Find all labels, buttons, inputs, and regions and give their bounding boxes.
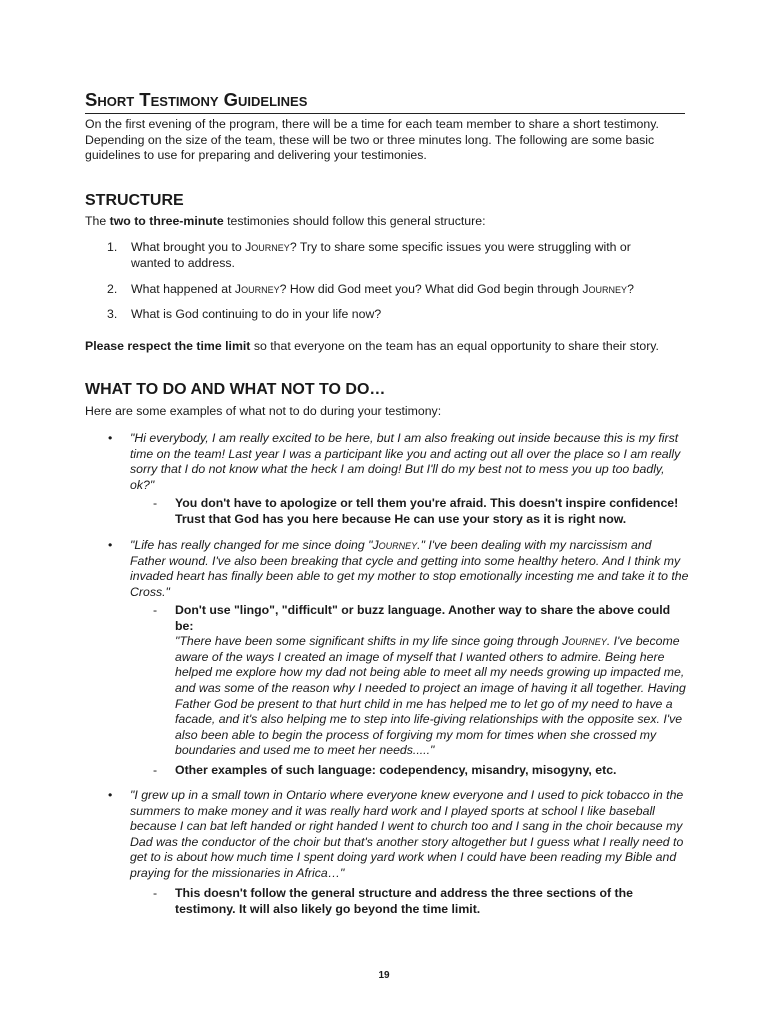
- structure-heading: STRUCTURE: [85, 192, 184, 209]
- item-number: 2.: [107, 282, 118, 296]
- item-text-part: What happened at: [131, 282, 235, 296]
- example-quote: "I grew up in a small town in Ontario where everyone knew everyone and I used to pick tobacco in the summers to make money and it was really hard work and I played sports at school I like baseball because I can bat left handed or right handed I went to church too and I sang in the choir because my Dad was the conductor of the choir but that's another story altogether but I guess what I really need to get to is about how much time I spent doing yard work when I could have been reading my Bible and praying for the missionaries in Africa…": [130, 788, 684, 880]
- structure-lead: [85, 214, 685, 230]
- time-limit-text: so that everyone on the team has an equal opportunity to share their story.: [250, 339, 659, 353]
- example-quote: [130, 538, 690, 600]
- page-number: 19: [378, 970, 390, 981]
- structure-lead-text-end: testimonies should follow this general structure:: [223, 214, 486, 228]
- dash-icon: -: [153, 603, 158, 617]
- journey-smallcaps: Journey: [234, 282, 280, 296]
- item-text: What is God continuing to do in your life now?: [131, 307, 382, 321]
- quote-part: "There have been some significant shifts in my life since going through: [175, 634, 563, 649]
- quote-part: ." I've been dealing with my narcissism and Father wound. I've also been breaking that cycle and getting into some healthy hetero. And I think my invaded heart has finally been able to get my mother to stop emotionally incesting me and take it to the Cross.": [130, 538, 689, 599]
- bullet-icon: •: [108, 431, 113, 445]
- structure-lead-emphasis: two to three-minute: [109, 214, 224, 228]
- page-title: Short Testimony Guidelines: [85, 89, 308, 110]
- item-number: 3.: [107, 307, 118, 321]
- quote-part: "Life has really changed for me since doing ": [130, 538, 373, 552]
- what-to-do-heading: WHAT TO DO AND WHAT NOT TO DO…: [85, 381, 386, 398]
- bullet-icon: •: [108, 538, 113, 552]
- time-limit-note: [85, 339, 685, 355]
- item-text: [131, 282, 671, 298]
- quote-part: . I've become aware of the ways I created an image of myself that I wanted others to admire. Being here helped me explore how my dad not being able to meet all my needs growing up impacted me, and was some of the reason why I needed to project an image of having it all together. Having Father God be present to that hurt child in me has helped me to let go of my need to have a facade, and it's also helping me to step into life-giving relationships with the opposite sex. I've also been able to begin the process of forgiving my mom for times when she crossed my boundaries and used me to meet her needs.....": [175, 634, 686, 758]
- note-text: Don't use "lingo", "difficult" or buzz language. Another way to share the above could be:: [175, 603, 671, 633]
- title-rule: [85, 113, 685, 114]
- alternative-quote: [175, 634, 688, 759]
- journey-smallcaps: Journey: [245, 240, 290, 254]
- dash-icon: -: [153, 886, 158, 900]
- journey-smallcaps: Journey: [562, 634, 607, 649]
- item-text-part: ?: [627, 282, 634, 296]
- intro-paragraph: On the first evening of the program, there will be a time for each team member to share a short testimony. Depending on the size of the team, these will be two or three minutes long. The following are some basic guidelines to use for preparing and delivering your testimonies.: [85, 117, 659, 163]
- example-quote: "Hi everybody, I am really excited to be here, but I am also freaking out inside because this is my first time on the team! Last year I was a participant like you and acting out all over the place so I am really sorry that I do not know what the heck I am doing! But I'll do my best not to mess you up too badly, ok?": [130, 431, 681, 492]
- journey-smallcaps: Journey: [372, 538, 418, 552]
- item-text-part: What brought you to: [131, 240, 246, 254]
- structure-lead-text: The: [85, 214, 110, 228]
- item-text: [131, 240, 671, 271]
- note-text: You don't have to apologize or tell them you're afraid. This doesn't inspire confidence! Trust that God has you here because He can use your story as it is right now.: [175, 496, 679, 526]
- time-limit-emphasis: Please respect the time limit: [85, 339, 251, 353]
- dash-icon: -: [153, 763, 158, 777]
- examples-lead: Here are some examples of what not to do during your testimony:: [85, 404, 442, 418]
- dash-icon: -: [153, 496, 158, 510]
- item-number: 1.: [107, 240, 118, 254]
- note-text: Other examples of such language: codependency, misandry, misogyny, etc.: [175, 763, 617, 777]
- item-text-part: ? Try to share some specific issues you were struggling with or wanted to address.: [131, 240, 631, 270]
- note-text: This doesn't follow the general structure and address the three sections of the testimony. It will also likely go beyond the time limit.: [175, 886, 633, 916]
- bullet-icon: •: [108, 788, 113, 802]
- note-block: [175, 603, 688, 759]
- item-text-part: ? How did God meet you? What did God begin through: [279, 282, 583, 296]
- journey-smallcaps: Journey: [582, 282, 628, 296]
